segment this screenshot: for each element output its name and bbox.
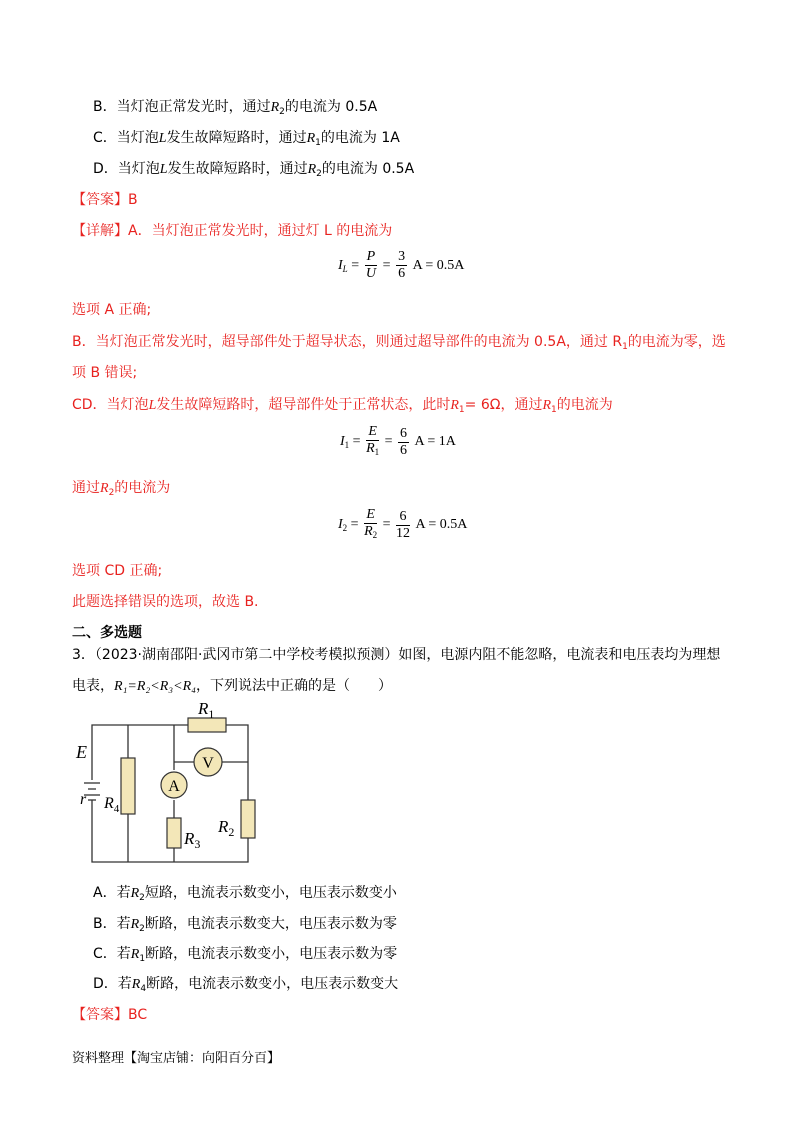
- line-b2: 项 B 错误;: [72, 365, 138, 381]
- section-title: 二、多选题: [72, 625, 142, 641]
- q-option-b: B．若$R_2$断路，电流表示数变大，电压表示数为零: [93, 916, 397, 934]
- formula-i1: $I_1$ = $\frac{E}{R_1}$ = $\frac{6}{6}$ A = 1A: [340, 424, 456, 458]
- resistor-r4: [121, 758, 135, 814]
- question-line-1: 3．（2023·湖南邵阳·武冈市第二中学校考模拟预测）如图，电源内阻不能忽略，电流表和电压表均为理想: [72, 647, 721, 663]
- svg-text:A: A: [168, 778, 180, 795]
- svg-text:r: r: [80, 791, 87, 808]
- svg-text:R2: $R_2$: [218, 817, 235, 839]
- formula-i2: $I_2$ = $\frac{E}{R_2}$ = $\frac{6}{12}$ A = 0.5A: [338, 507, 468, 541]
- line-a-correct: 选项 A 正确;: [72, 302, 152, 318]
- q-option-d: D．若$R_4$断路，电流表示数变小，电压表示数变大: [93, 976, 399, 994]
- answer-2: 【答案】BC: [72, 1007, 148, 1023]
- option-c: C．当灯泡L发生故障短路时，通过$R_1$的电流为 1A: [93, 130, 400, 148]
- question-line-2: 电表，R₁=R₂<R₃<R₄，下列说法中正确的是（ ）: [72, 678, 393, 694]
- formula-il: $I_L$ = $\frac{P}{U}$ = $\frac{3}{6}$ A = 0.5A: [338, 249, 465, 281]
- resistor-r1: [188, 718, 226, 732]
- svg-text:E: E: [76, 742, 87, 762]
- line-final: 此题选择错误的选项，故选 B.: [72, 594, 259, 610]
- circuit-diagram: [70, 700, 270, 870]
- svg-text:R4: $R_4$: [104, 795, 120, 815]
- resistor-r2: [241, 800, 255, 838]
- answer-1: 【答案】B: [72, 192, 138, 208]
- q-option-a: A．若$R_2$短路，电流表示数变小，电压表示数变小: [93, 885, 397, 903]
- line-cd: CD．当灯泡L发生故障短路时，超导部件处于正常状态，此时$R_1= 6\Omega$，通过$R_1$的电流为: [72, 397, 613, 415]
- option-d: D．当灯泡L发生故障短路时，通过$R_2$的电流为 0.5A: [93, 161, 415, 179]
- line-cd-correct: 选项 CD 正确;: [72, 563, 163, 579]
- svg-text:R1: $R_1$: [198, 700, 215, 721]
- q-option-c: C．若$R_1$断路，电流表示数变小，电压表示数为零: [93, 946, 398, 964]
- resistor-r3: [167, 818, 181, 848]
- line-r2: 通过$R_2$的电流为: [72, 480, 171, 498]
- svg-text:R3: $R_3$: [184, 829, 201, 851]
- option-b: B．当灯泡正常发光时，通过$R_2$的电流为 0.5A: [93, 99, 378, 117]
- detail-intro: 【详解】A．当灯泡正常发光时，通过灯 L 的电流为: [72, 223, 393, 239]
- footer-source: 资料整理【淘宝店铺：向阳百分百】: [72, 1051, 281, 1066]
- svg-text:V: V: [202, 755, 214, 772]
- line-b1: B．当灯泡正常发光时，超导部件处于超导状态，则通过超导部件的电流为 0.5A，通过 $R_1$的电流为零，选: [72, 334, 726, 352]
